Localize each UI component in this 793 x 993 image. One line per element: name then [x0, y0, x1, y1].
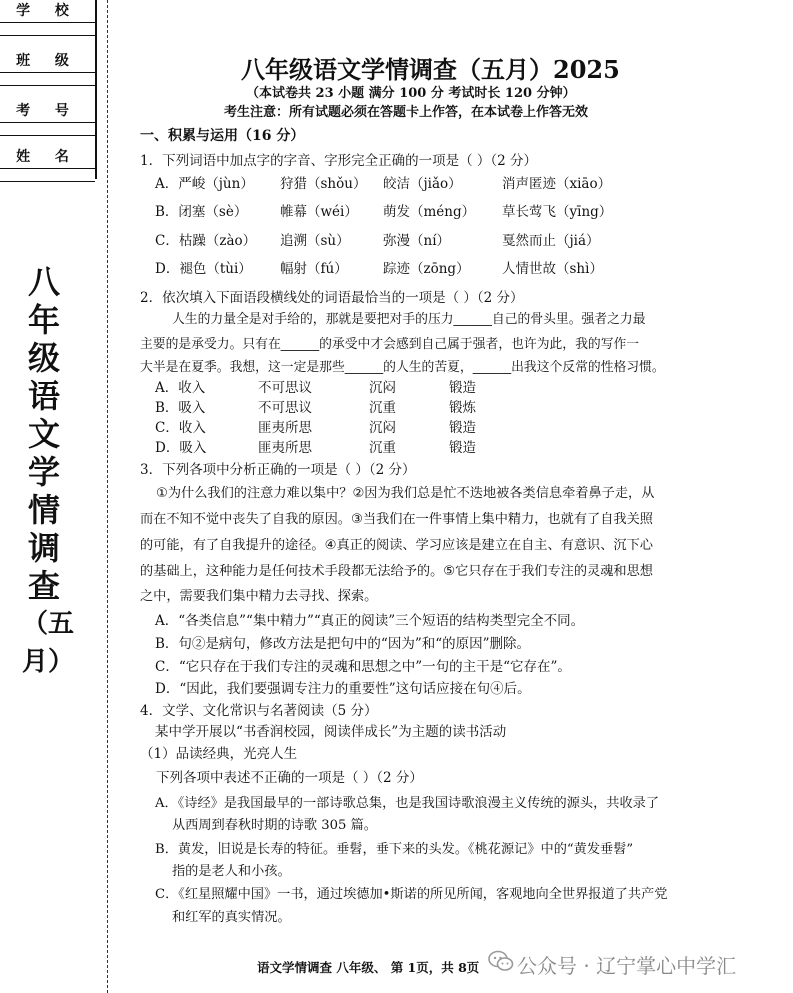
vertical-char: 查 [27, 567, 60, 605]
school-field [0, 0, 95, 36]
option-text: B．句②是病句，修改方法是把句中的“因为”和“的原因”删除。 [155, 636, 531, 652]
passage-line: 人生的力量全是对手给的，那就是要把对手的压力______自己的骨头里。强者之力最 [172, 312, 646, 327]
class-fill-area [0, 73, 95, 86]
option-text: B．吸入 [155, 400, 206, 416]
option-text: 帷幕（wéi） [280, 204, 358, 220]
section-heading: 一、积累与运用（16 分） [140, 128, 305, 144]
vertical-char: 语 [27, 377, 60, 415]
passage-line: 的可能，有了自我提升的途径。④真正的阅读、学习应该是建立在自主、有意识、沉下心 [140, 538, 653, 553]
passage-line: ①为什么我们的注意力难以集中？②因为我们总是忙不迭地被各类信息牵着鼻子走，从 [156, 486, 655, 501]
option-text: 锻造 [449, 420, 476, 436]
question-3-stem: 3．下列各项中分析正确的一项是（ ）（2 分） [140, 462, 416, 478]
vertical-char: 八 [27, 263, 60, 301]
option-text-continued: 和红军的真实情况。 [172, 910, 291, 925]
vertical-char: 级 [27, 339, 60, 377]
option-text: 幅射（fú） [280, 261, 348, 277]
option-text: 沉闷 [369, 380, 396, 396]
passage-line: 而在不知不觉中丧失了自我的原因。③当我们在一件事情上集中精力，也就有了自我关照 [140, 512, 653, 527]
option-text: A．严峻（jùn） [155, 176, 254, 192]
wechat-icon [488, 950, 514, 972]
option-text-continued: 指的是老人和小孩。 [172, 864, 291, 879]
question-1-stem: 1．下列词语中加点字的字音、字形完全正确的一项是（ ）（2 分） [140, 153, 538, 169]
option-text: C．《红星照耀中国》一书，通过埃德加•斯诺的所见所闻，客观地向全世界报道了共产党 [155, 887, 668, 902]
option-text: 消声匿迹（xiāo） [502, 176, 612, 192]
name-fill-area [0, 169, 95, 182]
vertical-char: 年 [27, 301, 60, 339]
exam-number-field [0, 100, 95, 136]
option-text: B．闭塞（sè） [155, 204, 248, 220]
passage-line: 的基础上，这种能力是任何技术手段都无法给予的。⑤它只存在于我们专注的灵魂和思想 [140, 564, 653, 579]
vertical-char: （五 [22, 609, 75, 639]
binding-dashed-line [107, 0, 108, 993]
student-info-box [0, 0, 97, 179]
exam-number-fill-area [0, 123, 95, 136]
watermark-text: 公众号 · 辽宁掌心中学汇 [517, 954, 737, 978]
exam-number-label: 考 号 [0, 100, 95, 123]
option-text: D．“因此，我们要强调专注力的重要性”这句话应接在句④后。 [155, 681, 531, 697]
sub-question-heading: （1）品读经典，光亮人生 [140, 746, 298, 762]
vertical-char: 文 [27, 415, 60, 453]
option-text: A．《诗经》是我国最早的一部诗歌总集，也是我国诗歌浪漫主义传统的源头，共收录了 [155, 796, 660, 811]
option-text: 锻造 [449, 440, 476, 456]
page-title: 八年级语文学情调查（五月）2025 [241, 55, 620, 84]
option-text: 匪夷所思 [258, 420, 312, 436]
option-text: 锻炼 [449, 400, 476, 416]
vertical-char: 学 [27, 453, 60, 491]
option-text: 草长莺飞（yīng） [502, 204, 613, 220]
option-text: 皎洁（jiǎo） [383, 176, 462, 192]
option-text: 追溯（sù） [280, 233, 350, 249]
option-text: 萌发（méng） [383, 204, 476, 220]
option-text: 匪夷所思 [258, 440, 312, 456]
option-text: 不可思议 [258, 380, 312, 396]
option-text: 沉重 [369, 400, 396, 416]
vertical-char: 月） [22, 647, 75, 677]
option-text: B．黄发，旧说是长寿的特征。垂髫，垂下来的头发。《桃花源记》中的“黄发垂髫” [155, 842, 634, 857]
passage-line: 大半是在夏季。我想，这一定是那些______的人生的苦夏，______出我这个反常的性格习惯。 [140, 360, 665, 375]
name-field [0, 146, 95, 182]
option-text: 狩猎（shǒu） [280, 176, 367, 192]
exam-notice: 考生注意：所有试题必须在答题卡上作答，在本试卷上作答无效 [224, 105, 589, 120]
option-text: A．“各类信息”“集中精力”“真正的阅读”三个短语的结构类型完全不同。 [155, 613, 585, 629]
sub-question-stem: 下列各项中表述不正确的一项是（ ）（2 分） [156, 770, 423, 786]
option-text: C．收入 [155, 420, 206, 436]
option-text: 锻造 [449, 380, 476, 396]
option-text: 戛然而止（jiá） [502, 233, 600, 249]
option-text: C．“它只存在于我们专注的灵魂和思想之中”一句的主干是“它存在”。 [155, 659, 571, 675]
option-text: 不可思议 [258, 400, 312, 416]
activity-intro: 某中学开展以“书香润校园，阅读伴成长”为主题的读书活动 [155, 724, 507, 740]
page-footer: 语文学情调查 八年级、 第 1页，共 8页 [257, 960, 480, 975]
passage-line: 主要的是承受力。只有在______的承受中才会感到自己属于强者，也许为此，我的写作一 [140, 337, 640, 352]
option-text: A．收入 [155, 380, 206, 396]
name-label: 姓 名 [0, 146, 95, 169]
option-text: D．褪色（tùi） [155, 261, 252, 277]
option-text: 沉重 [369, 440, 396, 456]
class-label: 班 级 [0, 50, 95, 73]
option-text: D．吸入 [155, 440, 207, 456]
option-text: C．枯躁（zào） [155, 233, 257, 249]
option-text: 人情世故（shì） [502, 261, 603, 277]
vertical-char: 情 [27, 491, 60, 529]
question-4-stem: 4．文学、文化常识与名著阅读（5 分） [140, 703, 378, 719]
option-text: 沉闷 [369, 420, 396, 436]
school-fill-area [0, 23, 95, 36]
option-text: 踪迹（zōng） [383, 261, 470, 277]
vertical-char: 调 [27, 529, 60, 567]
option-text-continued: 从西周到春秋时期的诗歌 305 篇。 [172, 818, 377, 833]
school-label: 学 校 [0, 0, 95, 23]
class-field [0, 50, 95, 86]
question-2-stem: 2．依次填入下面语段横线处的词语最恰当的一项是（ ）（2 分） [140, 290, 524, 306]
passage-line: 之中，需要我们集中精力去寻找、探索。 [140, 589, 378, 604]
exam-info: （本试卷共 23 小题 满分 100 分 考试时长 120 分钟） [246, 86, 576, 101]
option-text: 弥漫（ní） [383, 233, 451, 249]
